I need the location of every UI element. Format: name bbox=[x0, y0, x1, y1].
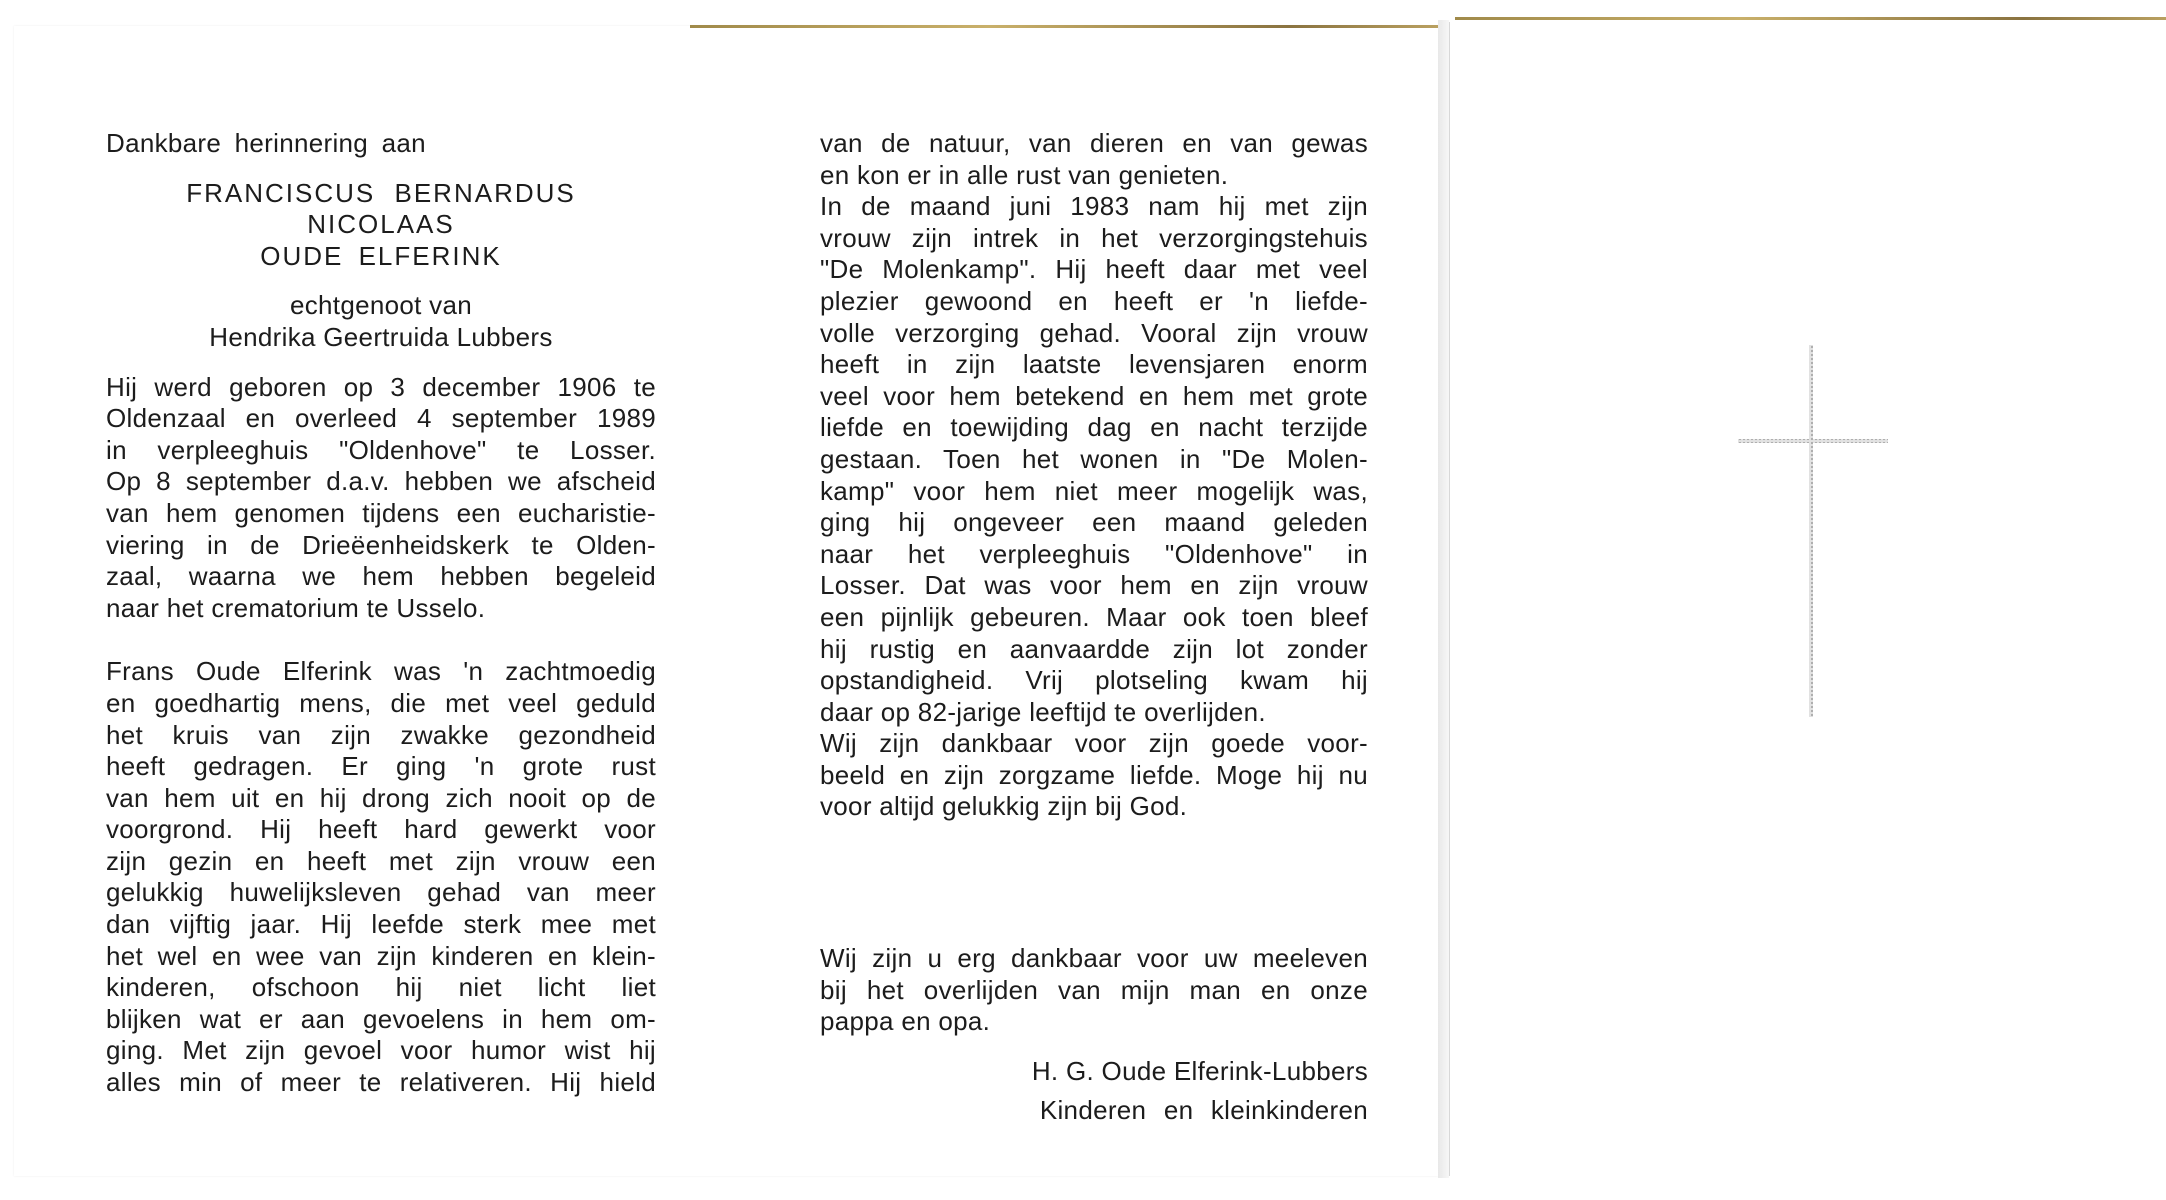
text-line: het kruis van zijn zwakke gezondheid bbox=[106, 719, 656, 750]
gold-edge-right bbox=[1455, 17, 2166, 20]
text-line: blijken wat er aan gevoelens in hem om- bbox=[106, 1003, 656, 1034]
text-line: van hem uit en hij drong zich nooit op de bbox=[106, 782, 656, 813]
text-line: Losser. Dat was voor hem en zijn vrouw bbox=[820, 570, 1368, 601]
text-line: viering in de Drieëenheidskerk te Olden- bbox=[106, 529, 656, 560]
text-line: zijn gezin en heeft met zijn vrouw een bbox=[106, 845, 656, 876]
text-line: Frans Oude Elferink was 'n zachtmoedig bbox=[106, 656, 656, 687]
text-line: opstandigheid. Vrij plotseling kwam hij bbox=[820, 665, 1368, 696]
biography-paragraph-2 bbox=[106, 656, 656, 1098]
text-line: pappa en opa. bbox=[820, 1006, 991, 1037]
signature-family: Kinderen en kleinkinderen bbox=[1039, 1095, 1368, 1126]
text-line: naar het verpleeghuis "Oldenhove" in bbox=[820, 538, 1368, 569]
card-fold bbox=[1438, 20, 1449, 1178]
text-line: "De Molenkamp". Hij heeft daar met veel bbox=[820, 254, 1368, 285]
text-line: naar het crematorium te Usselo. bbox=[106, 592, 486, 623]
column-middle bbox=[820, 128, 1368, 1127]
cross-vertical-bar bbox=[1809, 345, 1813, 717]
text-line: Oldenzaal en overleed 4 september 1989 bbox=[106, 403, 656, 434]
text-line: voor altijd gelukkig zijn bij God. bbox=[820, 791, 1188, 822]
spouse-name: Hendrika Geertruida Lubbers bbox=[209, 321, 553, 352]
text-line: voorgrond. Hij heeft hard gewerkt voor bbox=[106, 814, 656, 845]
text-line: in verpleeghuis "Oldenhove" te Losser. bbox=[106, 434, 656, 465]
text-line: ging hij ongeveer een maand geleden bbox=[820, 507, 1368, 538]
text-line: zaal, waarna we hem hebben begeleid bbox=[106, 561, 656, 592]
text-line: gestaan. Toen het wonen in "De Molen- bbox=[820, 443, 1368, 474]
text-line: Op 8 september d.a.v. hebben we afscheid bbox=[106, 466, 656, 497]
text-line: bij het overlijden van mijn man en onze bbox=[820, 974, 1368, 1005]
spouse-label: echtgenoot van bbox=[289, 290, 472, 321]
text-line: en goedhartig mens, die met veel geduld bbox=[106, 687, 656, 718]
text-line: van de natuur, van dieren en van gewas bbox=[820, 128, 1368, 158]
text-line: kamp" voor hem niet meer mogelijk was, bbox=[820, 475, 1368, 506]
text-line: hij rustig en aanvaardde zijn lot zonder bbox=[820, 633, 1368, 664]
cross-horizontal-bar bbox=[1738, 439, 1888, 443]
biography-paragraph-1 bbox=[106, 372, 656, 625]
text-line: beeld en zijn zorgzame liefde. Moge hij nu bbox=[820, 759, 1368, 790]
biography-paragraph-3 bbox=[820, 128, 1368, 823]
text-line: een pijnlijk gebeuren. Maar ook toen bleef bbox=[820, 601, 1368, 632]
text-line: volle verzorging gehad. Vooral zijn vrouw bbox=[820, 317, 1368, 348]
text-line: vrouw zijn intrek in het verzorgingstehuis bbox=[820, 222, 1368, 253]
thanks-paragraph bbox=[820, 943, 1368, 1038]
text-line: Wij zijn u erg dankbaar voor uw meeleven bbox=[820, 943, 1368, 974]
text-line: liefde en toewijding dag en nacht terzijde bbox=[820, 412, 1368, 443]
text-line: het wel en wee van zijn kinderen en klein- bbox=[106, 940, 656, 971]
cross-icon bbox=[1738, 345, 1888, 717]
text-line: In de maand juni 1983 nam hij met zijn bbox=[820, 191, 1368, 222]
deceased-name-line-2: OUDE ELFERINK bbox=[260, 240, 502, 271]
text-line: Hij werd geboren op 3 december 1906 te bbox=[106, 371, 656, 402]
text-line: heeft gedragen. Er ging 'n grote rust bbox=[106, 751, 656, 782]
text-line: alles min of meer te relativeren. Hij hield bbox=[106, 1067, 656, 1098]
text-line: dan vijftig jaar. Hij leefde sterk mee met bbox=[106, 909, 656, 940]
text-line: Wij zijn dankbaar voor zijn goede voor- bbox=[820, 728, 1368, 759]
text-line: heeft in zijn laatste levensjaren enorm bbox=[820, 349, 1368, 380]
intro-line: Dankbare herinnering aan bbox=[106, 128, 426, 158]
text-line: en kon er in alle rust van genieten. bbox=[820, 159, 1229, 190]
text-line: ging. Met zijn gevoel voor humor wist hij bbox=[106, 1035, 656, 1066]
text-line: van hem genomen tijdens een eucharistie- bbox=[106, 497, 656, 528]
signature-widow: H. G. Oude Elferink-Lubbers bbox=[1031, 1055, 1368, 1086]
text-line: kinderen, ofschoon hij niet licht liet bbox=[106, 972, 656, 1003]
column-left bbox=[106, 128, 656, 1099]
text-line: gelukkig huwelijksleven gehad van meer bbox=[106, 877, 656, 908]
text-line: veel voor hem betekend en hem met grote bbox=[820, 380, 1368, 411]
text-line: plezier gewoond en heeft er 'n liefde- bbox=[820, 285, 1368, 316]
deceased-name-line-1: FRANCISCUS BERNARDUS NICOLAAS bbox=[186, 177, 576, 240]
text-line: daar op 82-jarige leeftijd te overlijden. bbox=[820, 696, 1266, 727]
gold-edge-left bbox=[690, 25, 1438, 28]
